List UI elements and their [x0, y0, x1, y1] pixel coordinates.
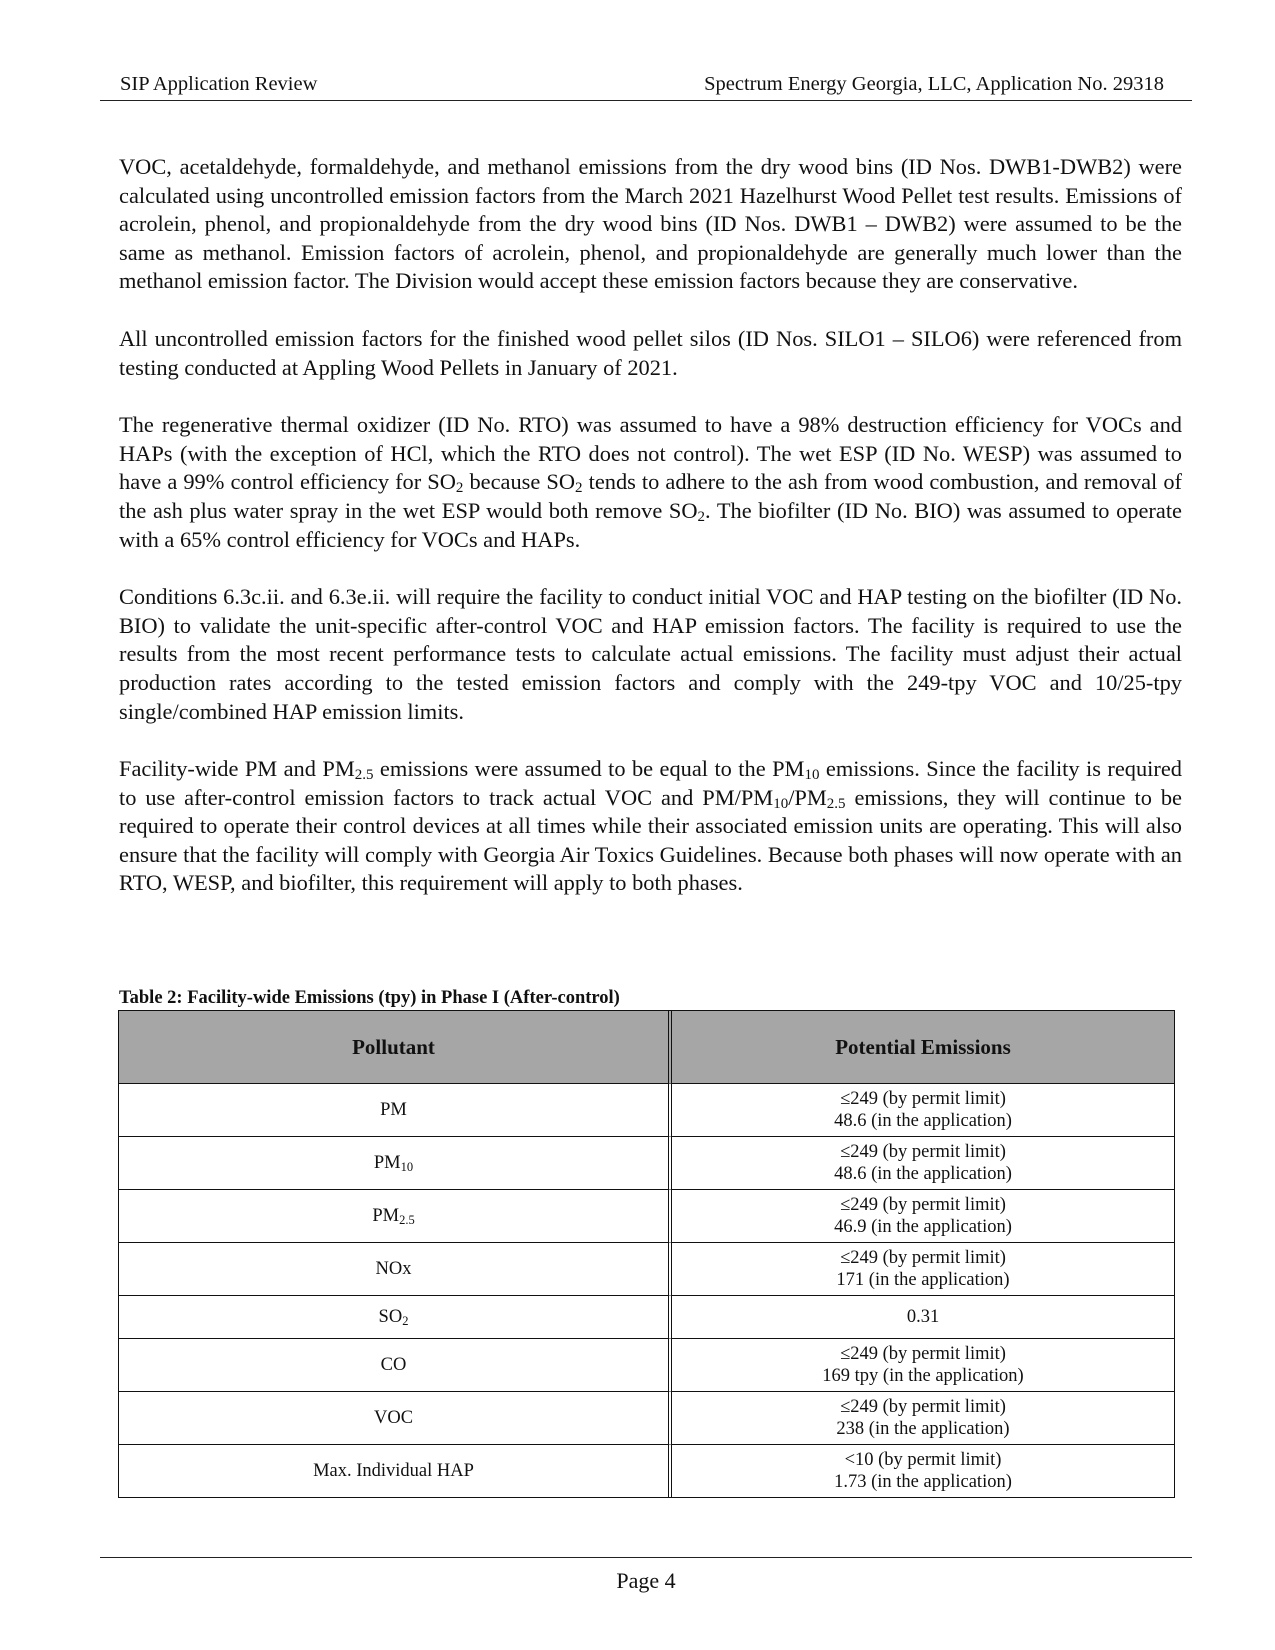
column-header-potential-emissions: Potential Emissions: [672, 1011, 1174, 1084]
page-number: Page 4: [616, 1568, 676, 1593]
header-application-ref: Spectrum Energy Georgia, LLC, Application No. 29318: [704, 73, 1164, 95]
cell-pollutant: NOx: [119, 1242, 672, 1295]
emission-line: 48.6 (in the application): [834, 1111, 1012, 1131]
cell-potential-emissions: [672, 1338, 1174, 1391]
paragraph-control-efficiency: The regenerative thermal oxidizer (ID No. RTO) was assumed to have a 98% destruction efficiency for VOCs and HAPs (with the exception of HCl, which the RTO does not control). The wet ESP (ID No. WESP) was assumed to have a 99% control efficiency for $SO_2$ because $SO_2$ tends to adhere to the ash from wood combustion, and removal of the ash plus water spray in the wet ESP would both remove $SO_2$. The biofilter (ID No. BIO) was assumed to operate with a 65% control efficiency for VOCs and HAPs.: [119, 412, 1182, 552]
paragraph-dry-wood-bins: VOC, acetaldehyde, formaldehyde, and methanol emissions from the dry wood bins (ID Nos. DWB1-DWB2) were calculated using uncontrolled emission factors from the March 2021 Hazelhurst Wood Pellet test results. Emissions of acrolein, phenol, and propionaldehyde from the dry wood bins (ID Nos. DWB1 – DWB2) were assumed to be the same as methanol. Emission factors of acrolein, phenol, and propionaldehyde are generally much lower than the methanol emission factor. The Division would accept these emission factors because they are conservative.: [119, 154, 1182, 294]
emission-line: 1.73 (in the application): [834, 1472, 1012, 1492]
header-title: SIP Application Review: [120, 73, 318, 95]
emission-line: 171 (in the application): [836, 1270, 1010, 1290]
cell-pollutant: $PM_{10}$: [119, 1136, 672, 1189]
table-header-row: [119, 1011, 1174, 1084]
cell-pollutant: VOC: [119, 1391, 672, 1444]
emission-line: <10 (by permit limit): [844, 1449, 1002, 1470]
emission-line: 169 tpy (in the application): [822, 1366, 1024, 1386]
table-row: [119, 1295, 1174, 1338]
table-row: [119, 1444, 1174, 1497]
cell-pollutant: PM: [119, 1084, 672, 1136]
table-row: [119, 1084, 1174, 1136]
emission-line: 46.9 (in the application): [834, 1217, 1012, 1237]
table-body: [119, 1084, 1174, 1497]
cell-pollutant: $SO_2$: [119, 1295, 672, 1338]
cell-potential-emissions: [672, 1084, 1174, 1136]
paragraph-pellet-silos: All uncontrolled emission factors for the finished wood pellet silos (ID Nos. SILO1 – SILO6) were referenced from testing conducted at Appling Wood Pellets in January of 2021.: [119, 325, 1182, 380]
table-row: [119, 1391, 1174, 1444]
table-row: [119, 1338, 1174, 1391]
emission-line: 48.6 (in the application): [834, 1164, 1012, 1184]
emission-line: ≤249 (by permit limit): [840, 1247, 1006, 1268]
cell-potential-emissions: [672, 1444, 1174, 1497]
cell-potential-emissions: [672, 1295, 1174, 1338]
emission-line: ≤249 (by permit limit): [840, 1141, 1006, 1162]
table-row: [119, 1189, 1174, 1242]
cell-potential-emissions: [672, 1242, 1174, 1295]
paragraph-pm-emissions: Facility-wide PM and $PM_{2.5}$ emissions were assumed to be equal to the $PM_{10}$ emissions. Since the facility is required to use after-control emission factors to track actual VOC and $PM/PM_{10}/PM_{2.5}$ emissions, they will continue to be required to operate their control devices at all times while their associated emission units are operating. This will also ensure that the facility will comply with Georgia Air Toxics Guidelines. Because both phases will now operate with an RTO, WESP, and biofilter, this requirement will apply to both phases.: [119, 756, 1183, 896]
emission-line: ≤249 (by permit limit): [840, 1088, 1006, 1109]
cell-potential-emissions: [672, 1136, 1174, 1189]
emission-line: 0.31: [906, 1306, 940, 1327]
cell-pollutant: CO: [119, 1338, 672, 1391]
column-header-pollutant: Pollutant: [119, 1011, 672, 1084]
emissions-table: [118, 1010, 1175, 1498]
paragraph-testing-conditions: Conditions 6.3c.ii. and 6.3e.ii. will require the facility to conduct initial VOC and HAP testing on the biofilter (ID No. BIO) to validate the unit-specific after-control VOC and HAP emission factors. The facility is required to use the results from the most recent performance tests to calculate actual emissions. The facility must adjust their actual production rates according to the tested emission factors and comply with the 249-tpy VOC and 10/25-tpy single/combined HAP emission limits.: [119, 584, 1182, 724]
table-row: [119, 1136, 1174, 1189]
emission-line: 238 (in the application): [836, 1419, 1010, 1439]
cell-pollutant: $PM_{2.5}$: [119, 1189, 672, 1242]
emission-line: ≤249 (by permit limit): [840, 1343, 1006, 1364]
cell-potential-emissions: [672, 1189, 1174, 1242]
table-row: [119, 1242, 1174, 1295]
page-footer: [100, 1557, 1192, 1593]
cell-pollutant: Max. Individual HAP: [119, 1444, 672, 1497]
page-header: [100, 72, 1192, 101]
emission-line: ≤249 (by permit limit): [840, 1396, 1006, 1417]
body-text: [119, 153, 1182, 927]
emission-line: ≤249 (by permit limit): [840, 1194, 1006, 1215]
cell-potential-emissions: [672, 1391, 1174, 1444]
table-caption: Table 2: Facility-wide Emissions (tpy) in Phase I (After-control): [119, 988, 620, 1008]
